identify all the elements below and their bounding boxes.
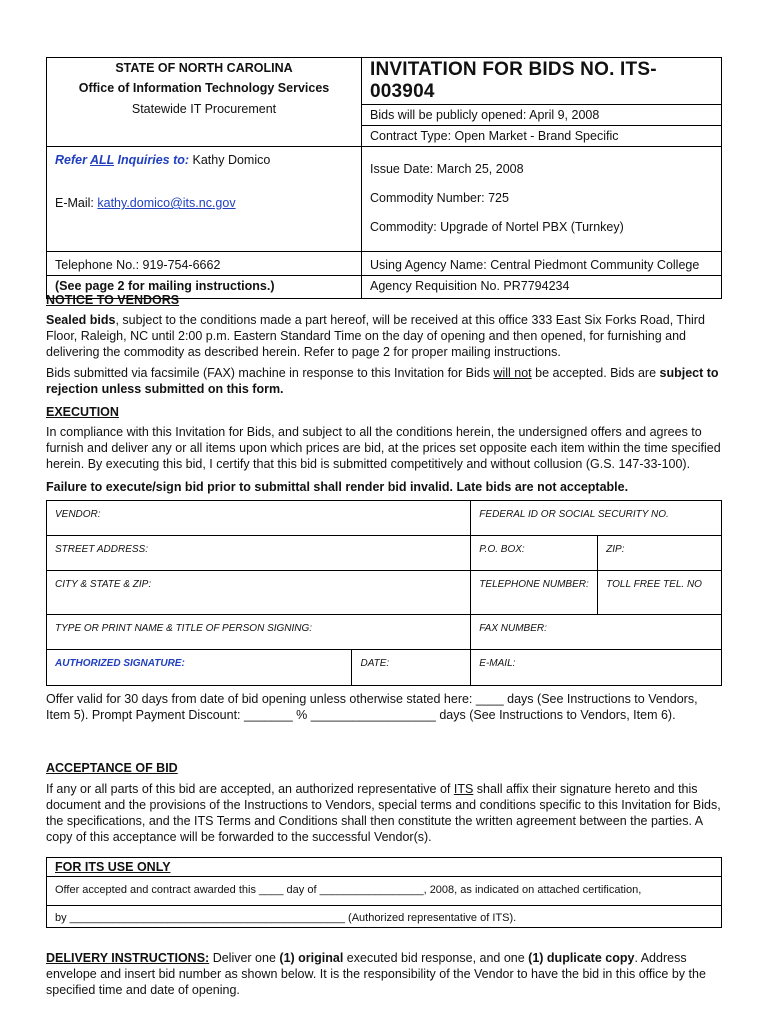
federal-id-field[interactable]: FEDERAL ID OR SOCIAL SECURITY NO.: [471, 501, 722, 536]
inquiries-line: Refer ALL Inquiries to: Kathy Domico: [55, 153, 271, 167]
authorized-by-line[interactable]: by _____________________________________________ (Authorized representative of ITS).: [47, 906, 722, 928]
email-line: E-Mail: kathy.domico@its.nc.gov: [55, 196, 236, 210]
execution-warning: Failure to execute/sign bid prior to submittal shall render bid invalid. Late bids are not acceptable.: [46, 480, 629, 494]
its-use-box: [46, 857, 722, 928]
using-agency-cell: Using Agency Name: Central Piedmont Community College: [362, 252, 722, 276]
vendor-info-table: [46, 500, 722, 686]
name-title-field[interactable]: TYPE OR PRINT NAME & TITLE OF PERSON SIGNING:: [47, 615, 471, 650]
commodity-description: Commodity: Upgrade of Nortel PBX (Turnkey): [370, 220, 624, 234]
authorized-signature-field[interactable]: AUTHORIZED SIGNATURE:: [47, 650, 352, 686]
ifb-title: INVITATION FOR BIDS NO. ITS-003904: [370, 59, 657, 102]
telephone-cell: Telephone No.: 919-754-6662: [47, 252, 362, 276]
zip-field[interactable]: ZIP:: [598, 536, 722, 571]
header-left-top: [47, 58, 362, 147]
acceptance-heading: ACCEPTANCE OF BID: [46, 761, 178, 775]
bid-opening-date: Bids will be publicly opened: April 9, 2008: [362, 104, 721, 125]
award-line[interactable]: Offer accepted and contract awarded this ____ day of _________________, 2008, as indicated on attached certification,: [47, 877, 722, 906]
city-state-zip-field[interactable]: CITY & STATE & ZIP:: [47, 571, 471, 615]
execution-paragraph: In compliance with this Invitation for Bids, and subject to all the conditions herein, the undersigned offers and agrees to furnish and deliver any or all items upon which prices are bid, at the prices set opposite each item within the time specified herein. By executing this bid, I certify that this bid is submitted competitively and without collusion (G.S. 147-33-100).: [46, 425, 721, 471]
its-use-heading: FOR ITS USE ONLY: [55, 860, 171, 874]
notice-paragraph-1: Sealed bids, subject to the conditions made a part hereof, will be received at this office 333 East Six Forks Road, Third Floor, Raleigh, NC until 2:00 p.m. Eastern Standard Time on the day of opening and then opened, for furnishing and delivering the commodity as described herein. Refer to page 2 for proper mailing instructions.: [46, 313, 705, 359]
header-right-top: [362, 58, 722, 147]
email-field[interactable]: E-MAIL:: [471, 650, 722, 686]
delivery-heading: DELIVERY INSTRUCTIONS:: [46, 951, 210, 965]
state-name: STATE OF NORTH CAROLINA: [115, 61, 293, 75]
office-name: Office of Information Technology Services: [78, 81, 330, 95]
offer-terms: Offer valid for 30 days from date of bid opening unless otherwise stated here: ____ days (See Instructions to Vendors, Item 5). Prompt Payment Discount: _______ % __________________ days (See Instructions to Vendors, Item 6).: [46, 692, 698, 722]
contact-name: Kathy Domico: [189, 153, 271, 167]
email-link[interactable]: kathy.domico@its.nc.gov: [97, 196, 236, 210]
street-address-field[interactable]: STREET ADDRESS:: [47, 536, 471, 571]
contract-type: Contract Type: Open Market - Brand Specific: [362, 125, 721, 146]
toll-free-field[interactable]: TOLL FREE TEL. NO: [598, 571, 722, 615]
date-field[interactable]: DATE:: [352, 650, 471, 686]
vendor-field[interactable]: VENDOR:: [47, 501, 471, 536]
mailing-cell: (See page 2 for mailing instructions.): [47, 276, 362, 299]
header-table: [46, 57, 722, 299]
department-name: Statewide IT Procurement: [131, 102, 277, 116]
acceptance-paragraph: If any or all parts of this bid are accepted, an authorized representative of ITS shall affix their signature hereto and this document and the provisions of the Instructions to Vendors, special terms and conditions specific to this Invitation for Bids, the specifications, and the ITS Terms and Conditions shall then constitute the written agreement between the parties. A copy of this acceptance will be forwarded to the successful Vendor(s).: [46, 782, 721, 844]
header-left-mid: [47, 147, 362, 252]
notice-paragraph-2: Bids submitted via facsimile (FAX) machine in response to this Invitation for Bids will not be accepted. Bids are subject to rejection unless submitted on this form.: [46, 366, 719, 396]
issue-date: Issue Date: March 25, 2008: [370, 162, 524, 176]
refer-all: ALL: [89, 153, 115, 167]
notice-heading: NOTICE TO VENDORS: [46, 293, 180, 307]
delivery-instructions: DELIVERY INSTRUCTIONS: Deliver one (1) original executed bid response, and one (1) duplicate copy. Address envelope and insert bid number as shown below. It is the responsibility of the Vendor to have the bid in this office by the specified time and date of opening.: [46, 951, 706, 997]
telephone-number-field[interactable]: TELEPHONE NUMBER:: [471, 571, 598, 615]
its-use-heading-cell: [47, 858, 722, 877]
header-right-mid: [362, 147, 722, 252]
requisition-cell: Agency Requisition No. PR7794234: [362, 276, 722, 299]
po-box-field[interactable]: P.O. BOX:: [471, 536, 598, 571]
execution-heading: EXECUTION: [46, 405, 119, 419]
fax-number-field[interactable]: FAX NUMBER:: [471, 615, 722, 650]
commodity-number: Commodity Number: 725: [370, 191, 509, 205]
